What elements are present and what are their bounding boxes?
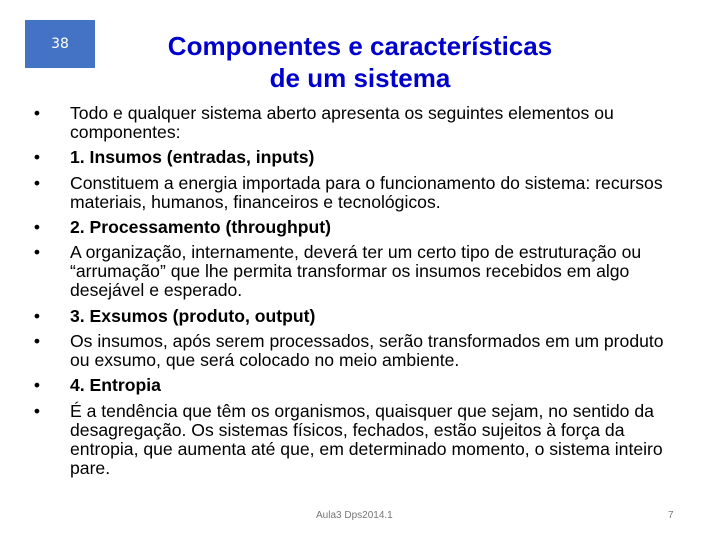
bullet-text: 2. Processamento (throughput) [70, 217, 331, 238]
bullet-item [28, 148, 683, 167]
bullet-item [28, 174, 683, 212]
bullet-text: Os insumos, após serem processados, serão transformados em um produto ou exsumo, que será colocado no meio ambiente. [70, 331, 664, 370]
bullet-text: É a tendência que têm os organismos, quaisquer que sejam, no sentido da desagregação. Os sistemas físicos, fechados, estão sujeitos à força da entropia, que aumenta até que, em determinado momento, o sistema inteiro pare. [70, 400, 663, 478]
bullet-dot-icon: • [33, 242, 41, 263]
bullet-text: 4. Entropia [70, 375, 161, 396]
footer-page-number: 7 [668, 510, 674, 521]
title-line-1: Componentes e características [167, 31, 553, 61]
bullet-list [28, 104, 683, 484]
bullet-dot-icon: • [33, 305, 41, 326]
bullet-dot-icon: • [33, 103, 41, 123]
slide-number-text: 38 [51, 36, 69, 52]
bullet-item [28, 243, 683, 300]
bullet-text: 1. Insumos (entradas, inputs) [70, 147, 315, 168]
slide-number-badge [25, 20, 95, 68]
bullet-dot-icon: • [33, 331, 41, 352]
bullet-item [28, 332, 683, 370]
bullet-item [28, 104, 683, 142]
bullet-text: Constituem a energia importada para o funcionamento do sistema: recursos materiais, humanos, financeiros e tecnológicos. [70, 172, 663, 212]
page-title [100, 30, 620, 94]
bullet-dot-icon: • [33, 172, 41, 193]
bullet-item [28, 218, 683, 237]
bullet-text: A organização, internamente, deverá ter um certo tipo de estruturação ou “arrumação” que lhe permita transformar os insumos recebidos em algo desejável e esperado. [70, 242, 642, 301]
bullet-dot-icon: • [33, 375, 41, 396]
bullet-item [28, 376, 683, 395]
bullet-text: Todo e qualquer sistema aberto apresenta os seguintes elementos ou componentes: [70, 103, 614, 142]
bullet-item [28, 307, 683, 326]
title-line-2: de um sistema [269, 63, 451, 93]
bullet-dot-icon: • [33, 217, 41, 238]
bullet-dot-icon: • [33, 400, 41, 421]
bullet-text: 3. Exsumos (produto, output) [70, 305, 316, 326]
bullet-item [28, 402, 683, 478]
bullet-dot-icon: • [33, 147, 41, 168]
footer-course-label: Aula3 Dps2014.1 [316, 510, 393, 521]
